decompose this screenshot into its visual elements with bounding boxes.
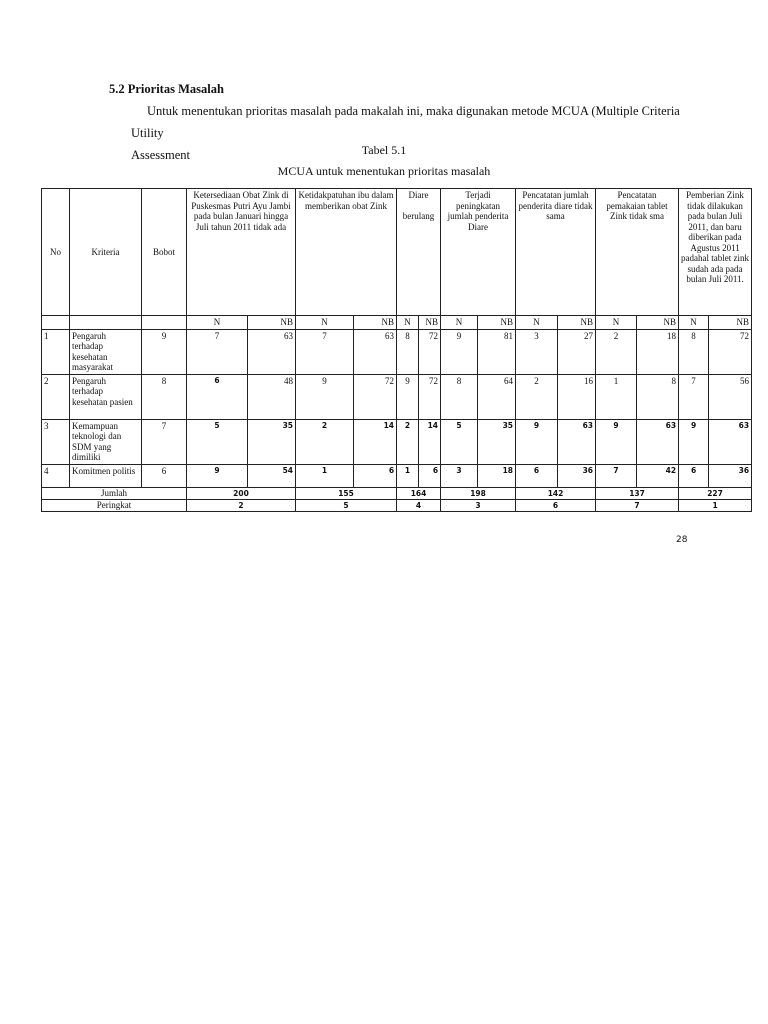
problem-3-extra: berulang xyxy=(402,211,435,221)
cell-nb: 54 xyxy=(248,464,296,487)
cell-nb: 63 xyxy=(558,419,596,464)
table-subtitle: MCUA untuk menentukan prioritas masalah xyxy=(277,164,491,178)
peringkat-label: Peringkat xyxy=(42,499,187,511)
nb-label: NB xyxy=(354,316,397,330)
n-label: N xyxy=(441,316,478,330)
cell-nb: 18 xyxy=(478,464,516,487)
jumlah-value: 227 xyxy=(679,487,752,499)
problem-7-header: Pemberian Zink tidak dilakukan pada bulan Juli 2011, dan baru diberikan pada Agustus 2011 padahal tablet zink sudah ada pada bulan Juli 2011. xyxy=(679,189,752,316)
paragraph-line1: Untuk menentukan prioritas masalah pada makalah ini, maka digunakan metode MCUA (Multiple Criteria Utility xyxy=(131,104,680,140)
row-kriteria: Komitmen politis xyxy=(70,464,142,487)
problem-5-header: Pencatatan jumlah penderita diare tidak sama xyxy=(516,189,596,316)
table-row xyxy=(42,374,752,419)
cell-n: 7 xyxy=(679,374,709,419)
cell-nb: 48 xyxy=(248,374,296,419)
cell-nb: 14 xyxy=(354,419,397,464)
cell-nb: 63 xyxy=(248,329,296,374)
nb-label: NB xyxy=(419,316,441,330)
cell-nb: 63 xyxy=(354,329,397,374)
cell-nb: 16 xyxy=(558,374,596,419)
n-label: N xyxy=(397,316,419,330)
jumlah-value: 142 xyxy=(516,487,596,499)
nb-label: NB xyxy=(637,316,679,330)
n-label: N xyxy=(596,316,637,330)
jumlah-value: 198 xyxy=(441,487,516,499)
peringkat-value: 1 xyxy=(679,499,752,511)
jumlah-label: Jumlah xyxy=(42,487,187,499)
peringkat-value: 2 xyxy=(187,499,296,511)
problem-6-header: Pencatatan pemakaian tablet Zink tidak sma xyxy=(596,189,679,316)
cell-n: 8 xyxy=(397,329,419,374)
cell-nb: 35 xyxy=(248,419,296,464)
table-row xyxy=(42,464,752,487)
table-row xyxy=(42,329,752,374)
cell-n: 1 xyxy=(296,464,354,487)
row-no: 4 xyxy=(42,464,70,487)
jumlah-value: 200 xyxy=(187,487,296,499)
section-heading: 5.2 Prioritas Masalah xyxy=(109,82,224,96)
mcua-table xyxy=(41,188,752,512)
jumlah-row xyxy=(42,487,752,499)
cell-n: 8 xyxy=(679,329,709,374)
peringkat-row xyxy=(42,499,752,511)
table-header-row xyxy=(42,189,752,316)
cell-n: 9 xyxy=(187,464,248,487)
cell-n: 1 xyxy=(397,464,419,487)
nb-label: NB xyxy=(558,316,596,330)
problem-3-title: Diare xyxy=(408,190,429,200)
cell-n: 2 xyxy=(296,419,354,464)
jumlah-value: 137 xyxy=(596,487,679,499)
cell-nb: 72 xyxy=(354,374,397,419)
cell-n: 2 xyxy=(516,374,558,419)
cell-n: 7 xyxy=(187,329,248,374)
peringkat-value: 5 xyxy=(296,499,397,511)
nb-label: NB xyxy=(709,316,752,330)
cell-nb: 72 xyxy=(419,329,441,374)
cell-nb: 36 xyxy=(558,464,596,487)
cell-n: 6 xyxy=(679,464,709,487)
cell-nb: 27 xyxy=(558,329,596,374)
row-no: 3 xyxy=(42,419,70,464)
n-label: N xyxy=(516,316,558,330)
row-bobot: 7 xyxy=(142,419,187,464)
cell-nb: 56 xyxy=(709,374,752,419)
peringkat-value: 4 xyxy=(397,499,441,511)
table-row xyxy=(42,419,752,464)
cell-n: 9 xyxy=(679,419,709,464)
row-bobot: 8 xyxy=(142,374,187,419)
cell-n: 1 xyxy=(596,374,637,419)
problem-4-header: Terjadi peningkatan jumlah penderita Diare xyxy=(441,189,516,316)
peringkat-value: 7 xyxy=(596,499,679,511)
nb-label: NB xyxy=(248,316,296,330)
cell-n: 9 xyxy=(397,374,419,419)
cell-n: 7 xyxy=(296,329,354,374)
cell-n: 9 xyxy=(516,419,558,464)
cell-n: 2 xyxy=(397,419,419,464)
cell-n: 9 xyxy=(296,374,354,419)
row-bobot: 6 xyxy=(142,464,187,487)
cell-nb: 18 xyxy=(637,329,679,374)
problem-1-header: Ketersediaan Obat Zink di Puskesmas Putri Ayu Jambi pada bulan Januari hingga Juli tahun 2011 tidak ada xyxy=(187,189,296,316)
cell-n: 3 xyxy=(441,464,478,487)
cell-n: 6 xyxy=(187,374,248,419)
page-number: 28 xyxy=(676,535,688,545)
cell-nb: 14 xyxy=(419,419,441,464)
cell-nb: 6 xyxy=(419,464,441,487)
cell-nb: 72 xyxy=(709,329,752,374)
cell-nb: 36 xyxy=(709,464,752,487)
cell-nb: 35 xyxy=(478,419,516,464)
cell-nb: 81 xyxy=(478,329,516,374)
row-no: 1 xyxy=(42,329,70,374)
cell-n: 5 xyxy=(441,419,478,464)
row-no: 2 xyxy=(42,374,70,419)
cell-n: 9 xyxy=(441,329,478,374)
jumlah-value: 155 xyxy=(296,487,397,499)
cell-nb: 64 xyxy=(478,374,516,419)
n-label: N xyxy=(296,316,354,330)
cell-nb: 63 xyxy=(709,419,752,464)
cell-n: 6 xyxy=(516,464,558,487)
row-kriteria: Pengaruh terhadap kesehatan masyarakat xyxy=(70,329,142,374)
n-label: N xyxy=(187,316,248,330)
cell-n: 5 xyxy=(187,419,248,464)
row-kriteria: Pengaruh terhadap kesehatan pasien xyxy=(70,374,142,419)
row-bobot: 9 xyxy=(142,329,187,374)
cell-nb: 63 xyxy=(637,419,679,464)
table-title: Tabel 5.1 xyxy=(361,143,407,157)
peringkat-value: 6 xyxy=(516,499,596,511)
cell-nb: 72 xyxy=(419,374,441,419)
row-kriteria: Kemampuan teknologi dan SDM yang dimiliki xyxy=(70,419,142,464)
problem-3-header xyxy=(397,189,441,316)
cell-n: 3 xyxy=(516,329,558,374)
cell-nb: 42 xyxy=(637,464,679,487)
paragraph-line2: Assessment xyxy=(131,148,191,162)
cell-nb: 8 xyxy=(637,374,679,419)
col-no-header: No xyxy=(42,189,70,316)
cell-n: 7 xyxy=(596,464,637,487)
col-kriteria-header: Kriteria xyxy=(70,189,142,316)
n-label: N xyxy=(679,316,709,330)
peringkat-value: 3 xyxy=(441,499,516,511)
cell-n: 2 xyxy=(596,329,637,374)
jumlah-value: 164 xyxy=(397,487,441,499)
problem-2-header: Ketidakpatuhan ibu dalam memberikan obat Zink xyxy=(296,189,397,316)
col-bobot-header: Bobot xyxy=(142,189,187,316)
nb-label: NB xyxy=(478,316,516,330)
cell-nb: 6 xyxy=(354,464,397,487)
cell-n: 8 xyxy=(441,374,478,419)
n-nb-subheader-row xyxy=(42,316,752,330)
cell-n: 9 xyxy=(596,419,637,464)
